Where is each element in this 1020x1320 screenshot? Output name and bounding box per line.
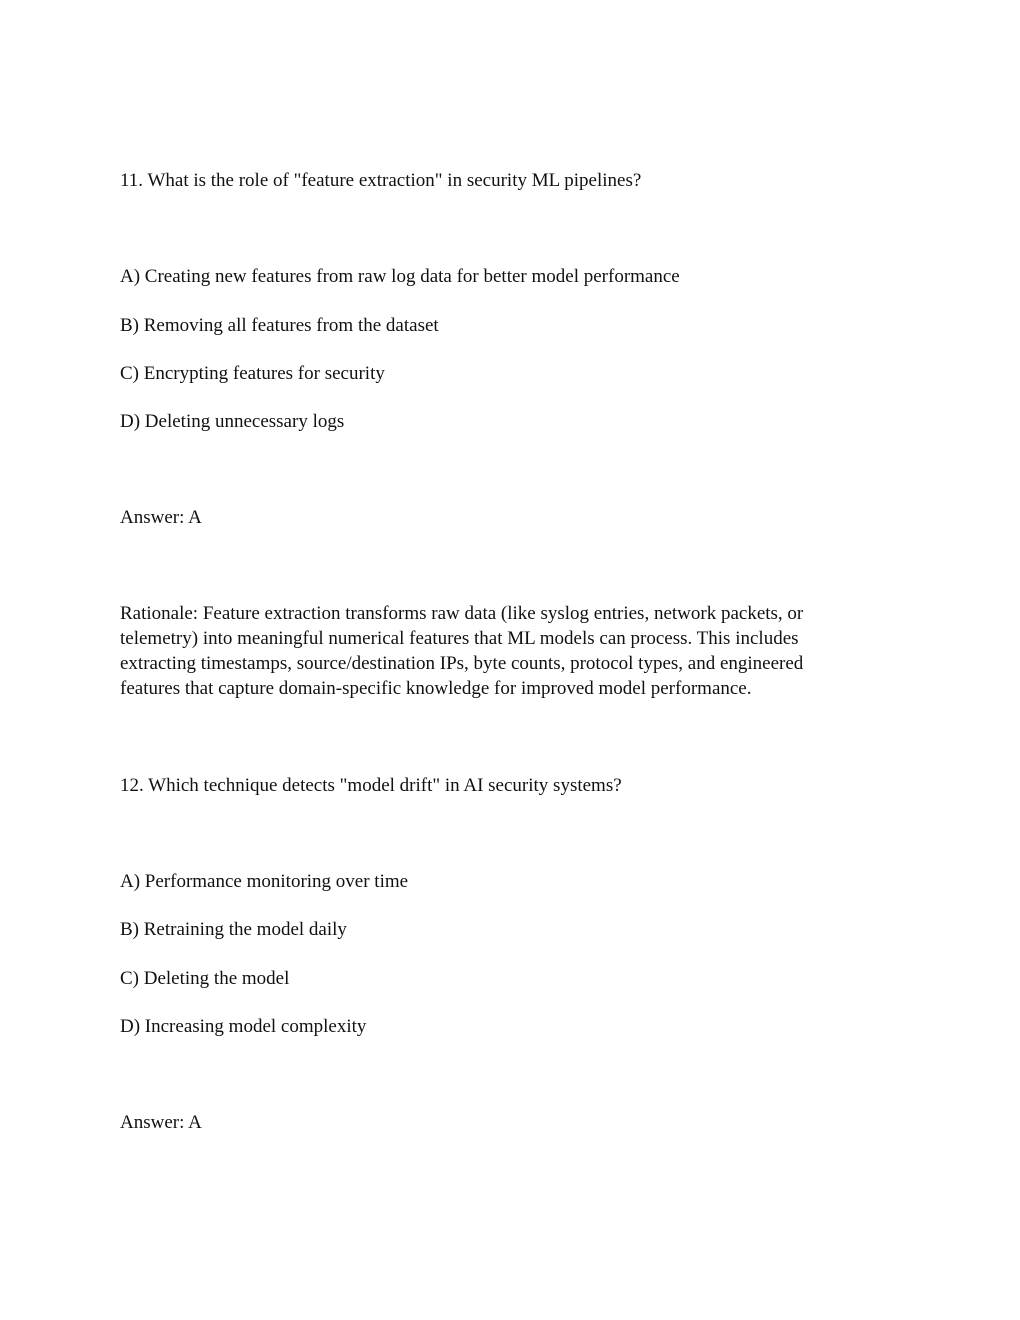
answer-option: A) Performance monitoring over time bbox=[120, 871, 409, 892]
answer-option: C) Encrypting features for security bbox=[120, 363, 385, 384]
rationale-paragraph bbox=[120, 601, 850, 701]
question-text: 12. Which technique detects "model drift" in AI security systems? bbox=[120, 775, 622, 796]
rationale-line: extracting timestamps, source/destination IPs, byte counts, protocol types, and engineered bbox=[120, 653, 804, 674]
answer-option: D) Increasing model complexity bbox=[120, 1016, 367, 1037]
answer-option: B) Retraining the model daily bbox=[120, 919, 347, 940]
rationale-line: features that capture domain-specific knowledge for improved model performance. bbox=[120, 678, 752, 699]
question-text: 11. What is the role of "feature extraction" in security ML pipelines? bbox=[120, 170, 642, 191]
answer-option: D) Deleting unnecessary logs bbox=[120, 411, 345, 432]
answer-option: B) Removing all features from the dataset bbox=[120, 315, 439, 336]
rationale-line: telemetry) into meaningful numerical features that ML models can process. This includes bbox=[120, 628, 799, 649]
answer-key: Answer: A bbox=[120, 507, 202, 528]
answer-option: C) Deleting the model bbox=[120, 968, 290, 989]
answer-key: Answer: A bbox=[120, 1112, 202, 1133]
rationale-line: Rationale: Feature extraction transforms raw data (like syslog entries, network packets, or bbox=[120, 603, 804, 624]
answer-option: A) Creating new features from raw log data for better model performance bbox=[120, 266, 680, 287]
